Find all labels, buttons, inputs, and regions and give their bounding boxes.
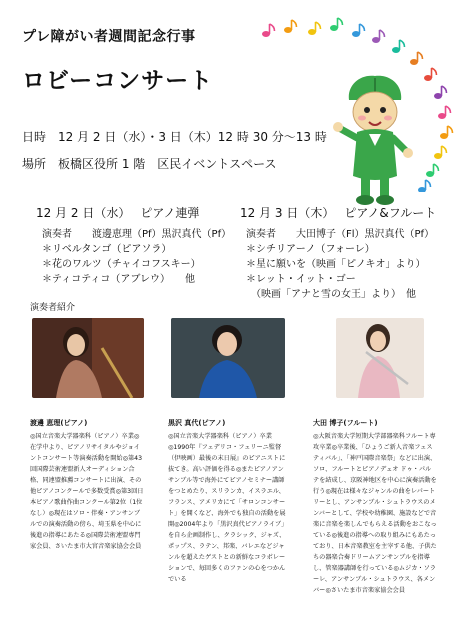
bio-watanabe	[30, 418, 144, 552]
bio-name: 黒沢 真代(ピアノ)	[168, 419, 226, 427]
bio-text: ◎国立音楽大学器楽科（ピアノ）卒業◎在学中より、ピアノリサイタルやジョイントコンサート等演奏活動を開始◎第43回国際芸術連盟新人オーディション合格、同連盟推薦コンサートに出演、その他ピアノコンクールで多数受賞◎第3回日本ピアノ歌曲作曲コンクール第2位（1位なし）◎現在はソロ・伴奏・アンサンブルでの演奏活動の傍ら、埼玉県を中心に後進の指導にあたる◎国際芸術連盟専門家会員、さいたま市大宮音楽家協会会員	[30, 433, 144, 550]
program-day-1-header	[36, 204, 231, 221]
program-performers: 演奏者 大田博子（Fl）黒沢真代（Pf）	[246, 229, 435, 240]
performer-photo-kurosawa	[171, 318, 285, 398]
music-note-icon	[426, 164, 439, 177]
date-info	[22, 128, 327, 145]
place-label: 場所	[22, 157, 47, 171]
program-piece: ＊ティコティコ（アブレウ） 他	[42, 274, 195, 285]
program-date: 12 月 3 日（木）	[240, 206, 335, 220]
program-piece: ＊シチリアーノ（フォーレ）	[246, 244, 375, 255]
bio-name: 渡邊 恵理(ピアノ)	[30, 419, 88, 427]
bio-ota	[313, 418, 437, 596]
program-piece: ＊リベルタンゴ（ピアソラ）	[42, 244, 172, 255]
program-piece: （映画「アナと雪の女王」より） 他	[246, 289, 416, 300]
music-note-icon	[372, 30, 385, 43]
place-info	[22, 155, 277, 172]
program-day-1	[36, 204, 231, 287]
program-performers: 演奏者 渡邊恵理（Pf）黒沢真代（Pf）	[42, 229, 232, 240]
program-piece: ＊花のワルツ（チャイコフスキー）	[42, 259, 201, 270]
program-date: 12 月 2 日（水）	[36, 206, 131, 220]
date-value: 12 月 2 日（水）・3 日（木）12 時 30 分～13 時	[58, 130, 327, 144]
music-note-icon	[392, 40, 405, 53]
event-subtitle: プレ障がい者週間記念行事	[22, 29, 196, 45]
mascot-character-icon	[329, 72, 421, 210]
performers-section-label: 演奏者紹介	[30, 303, 76, 313]
bio-name: 大田 博子(フルート)	[313, 419, 378, 427]
place-value: 板橋区役所 1 階 区民イベントスペース	[58, 157, 277, 171]
music-note-icon	[330, 18, 343, 31]
music-note-icon	[410, 52, 423, 65]
music-note-icon	[262, 24, 275, 37]
music-note-icon	[284, 20, 297, 33]
music-note-icon	[440, 126, 453, 139]
program-day-2	[240, 204, 446, 302]
performer-photo-ota	[336, 318, 424, 398]
music-note-icon	[434, 146, 447, 159]
music-note-icon	[308, 22, 321, 35]
music-note-icon	[424, 68, 437, 81]
music-note-icon	[352, 24, 365, 37]
bio-kurosawa	[168, 418, 288, 585]
bio-text: ◎大阪音楽大学短期大学部器楽科フルート専攻卒業◎卒業後、「ひょうご新人音楽フェスティバル」、「神戸国際音楽祭」などに出演、ソロ、フルートとピアノデュオ ドゥ・パルテを結成し、京阪神地区を中心に演奏活動を行う◎現在は様々なジャンルの曲をレパートリーとし、アンサンブル・シュトラウスのメンバーとして、学校や幼稚園、施設などで音楽に音楽を楽しんでもらえる活動をおこなっている◎後進の指導への取り組みにもあたっており、日本音楽教室を主宰する他、子供たちの器楽合奏ドリームアンサンブルを指導し、管楽器講師を行っている◎ムジカ・ソラーレ、アンサンブル・シュトラウス、各メンバー◎さいたま市音楽家協会会員	[313, 433, 437, 594]
program-genre: ピアノ&フルート	[344, 206, 437, 220]
program-genre: ピアノ連弾	[140, 206, 200, 220]
date-label: 日時	[22, 130, 47, 144]
program-day-2-header	[240, 204, 446, 221]
music-note-icon	[434, 86, 447, 99]
bio-text: ◎国立音楽大学器楽科（ピアノ）卒業◎1990年『フェデリコ・フェリーニ監督（伊映画）最後の末日展』のピアニストに抜てき。高い評価を得る◎またピアノアンサンブル等で海外にてピアノセミナー講師をつとめたり、スリランカ、イスラエル、フランス、アメリカにて「サロンコンサート」を開くなど、海外でも独自の活動を展開◎2004年より「黒沢真代ピアノライブ」を自ら企画制作し、クラシック、ジャズ、ポップス、ラテン、邦楽、バレエなどジャンルを超えたゲストとの新鮮なコラボレーションで、毎回多くのファンの心をつかんでいる	[168, 433, 288, 583]
program-piece: ＊星に願いを（映画「ピノキオ」より）	[246, 259, 426, 270]
performer-photo-watanabe	[32, 318, 144, 398]
music-note-icon	[438, 106, 451, 119]
event-title: ロビーコンサート	[22, 68, 214, 94]
program-piece: ＊レット・イット・ゴー	[246, 274, 356, 285]
